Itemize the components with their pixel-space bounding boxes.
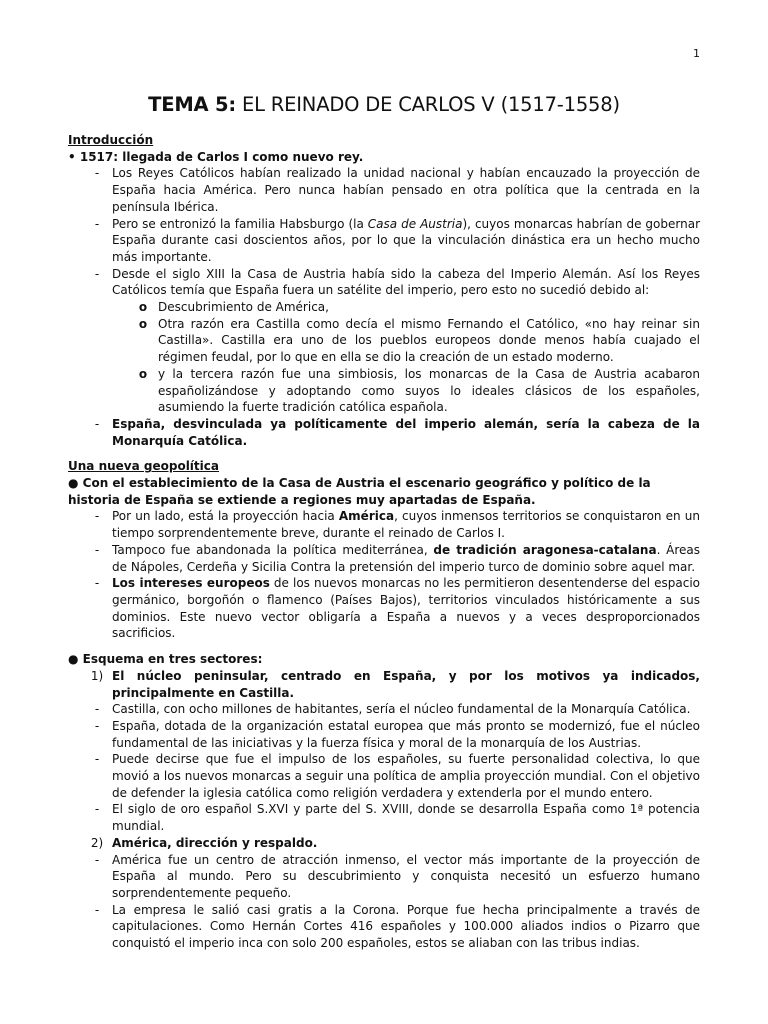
list-item-text: El siglo de oro español S.XVI y parte del S. XVIII, donde se desarrolla España como 1ª potencia mundial. xyxy=(112,802,700,834)
intro-bullet: • 1517: llegada de Carlos I como nuevo rey. xyxy=(68,149,364,164)
numbered-item xyxy=(90,668,700,701)
list-item-text: España, desvinculada ya políticamente del imperio alemán, sería la cabeza de la Monarquía Católica. xyxy=(112,416,700,448)
list-item-text: Por un lado, está la proyección hacia xyxy=(112,509,339,524)
list-item xyxy=(90,701,700,718)
sub-list-item xyxy=(136,316,700,366)
list-item-text: Desde el siglo XIII la Casa de Austria había sido la cabeza del Imperio Alemán. Así los Reyes Católicos temía que España fuera un satélite del imperio, pero esto no sucedió debido al: xyxy=(112,266,700,298)
sub-list-item-text: y la tercera razón fue una simbiosis, los monarcas de la Casa de Austria acabaron españolizándose y adoptando como suyos lo ideales clásicos de los españoles, asumiendo la fuerte tradición católica española. xyxy=(158,366,700,415)
page-number: 1 xyxy=(693,47,700,60)
sub-list-item-text: Otra razón era Castilla como decía el mismo Fernando el Católico, «no hay reinar sin Castilla». Castilla era uno de los pueblos europeos donde menos había cuajado el régimen feudal, por lo que en ella se dio la creación de un estado moderno. xyxy=(158,316,700,365)
list-item xyxy=(90,542,700,575)
sub-list-item xyxy=(136,366,700,416)
list-item-text: ), cuyos monarcas habrían de gobernar España durante casi doscientos años, por lo que la vinculación dinástica era un hecho mucho más importante. xyxy=(112,216,701,264)
numbered-item-text: América, dirección y respaldo. xyxy=(112,835,318,850)
section-heading-geopolitica: Una nueva geopolítica xyxy=(68,459,219,474)
list-item-emphasis: Casa de Austria xyxy=(367,216,463,231)
list-item xyxy=(90,266,700,299)
dash-marker: - xyxy=(94,852,100,867)
sub-list-item-text: Descubrimiento de América, xyxy=(158,300,329,315)
list-item xyxy=(90,575,700,642)
list-item-bold: Los intereses europeos xyxy=(112,576,270,591)
scheme-bullet: ● Esquema en tres sectores: xyxy=(68,652,263,667)
dash-marker: - xyxy=(94,702,100,717)
list-item xyxy=(90,508,700,541)
number-marker: 2) xyxy=(90,835,104,850)
geo-bullet: ● Con el establecimiento de la Casa de Austria el escenario geográfico y político de la historia de España se extiende a regiones muy apartadas de España. xyxy=(68,476,651,507)
dash-marker: - xyxy=(94,802,100,817)
dash-marker: - xyxy=(94,576,100,591)
document-body xyxy=(68,92,700,952)
numbered-item xyxy=(90,835,700,852)
dash-marker: - xyxy=(94,509,100,524)
dash-marker: - xyxy=(94,216,100,231)
dash-marker: - xyxy=(94,752,100,767)
sub-list-item xyxy=(136,299,700,316)
page-title xyxy=(68,92,700,118)
dash-marker: - xyxy=(94,266,100,281)
dash-marker: - xyxy=(94,718,100,733)
list-item-text: Tampoco fue abandonada la política mediterránea, xyxy=(112,542,434,557)
list-item-bold: América xyxy=(338,509,395,524)
list-item-text: Pero se entronizó la familia Habsburgo (la xyxy=(112,216,368,231)
title-prefix: TEMA 5: xyxy=(148,93,236,116)
title-text: EL REINADO DE CARLOS V (1517-1558) xyxy=(236,93,620,116)
list-item-text: América fue un centro de atracción inmenso, el vector más importante de la proyección de España al mundo. Pero su descubrimiento y conquista necesitó un esfuerzo humano sorprendentemente pequeño. xyxy=(112,852,700,900)
dash-marker: - xyxy=(94,902,100,917)
dash-marker: - xyxy=(94,166,100,181)
list-item-text: España, dotada de la organización estatal europea que más pronto se modernizó, fue el núcleo fundamental de las iniciativas y la fuerza física y moral de la monarquía de los Austrias. xyxy=(112,718,700,750)
list-item-text: , cuyos inmensos territorios se conquistaron en un tiempo sorprendentemente breve, durante el reinado de Carlos I. xyxy=(112,509,701,541)
numbered-item-text: El núcleo peninsular, centrado en España, y por los motivos ya indicados, principalmente en Castilla. xyxy=(112,668,700,700)
dash-marker: - xyxy=(94,416,100,431)
number-marker: 1) xyxy=(90,668,104,683)
list-item xyxy=(90,801,700,834)
list-item-text: . Áreas de Nápoles, Cerdeña y Sicilia Contra la pretensión del imperio turco de dominio sobre aquel mar. xyxy=(112,542,700,574)
list-item-text: de los nuevos monarcas no les permitieron desentenderse del espacio germánico, borgoñón o flamenco (Países Bajos), territorios vinculados históricamente a sus dominios. Este nuevo vector obligaría a España a nuevos y a veces desproporcionados sacrificios. xyxy=(112,576,700,641)
list-item-text: Castilla, con ocho millones de habitantes, sería el núcleo fundamental de la Monarquía Católica. xyxy=(112,702,691,717)
list-item-text: Los Reyes Católicos habían realizado la unidad nacional y habían encauzado la proyección de España hacia América. Pero nunca habían pensado en otra política que la centrada en la península Ibérica. xyxy=(112,166,700,214)
list-item xyxy=(90,216,700,266)
circle-marker: o xyxy=(138,366,148,381)
list-item xyxy=(90,165,700,215)
list-item-bold: de tradición aragonesa-catalana xyxy=(433,542,657,557)
list-item xyxy=(90,852,700,902)
list-item xyxy=(90,416,700,449)
list-item xyxy=(90,751,700,801)
list-item xyxy=(90,718,700,751)
section-heading-introduccion: Introducción xyxy=(68,133,154,147)
circle-marker: o xyxy=(138,300,148,315)
list-item-text: La empresa le salió casi gratis a la Corona. Porque fue hecha principalmente a través de capitulaciones. Como Hernán Cortes 416 españoles y 100.000 aliados indios o Pizarro que conquistó el imperio inca con solo 200 españoles, estos se aliaban con las tribus indias. xyxy=(112,902,700,951)
circle-marker: o xyxy=(138,316,148,331)
dash-marker: - xyxy=(94,542,100,557)
list-item xyxy=(90,902,700,952)
list-item-text: Puede decirse que fue el impulso de los españoles, su fuerte personalidad colectiva, lo que movió a los nuevos monarcas a seguir una política de amplia proyección mundial. Con el objetivo de defender la iglesia católica como religión verdadera y extenderla por el mundo entero. xyxy=(112,752,700,800)
